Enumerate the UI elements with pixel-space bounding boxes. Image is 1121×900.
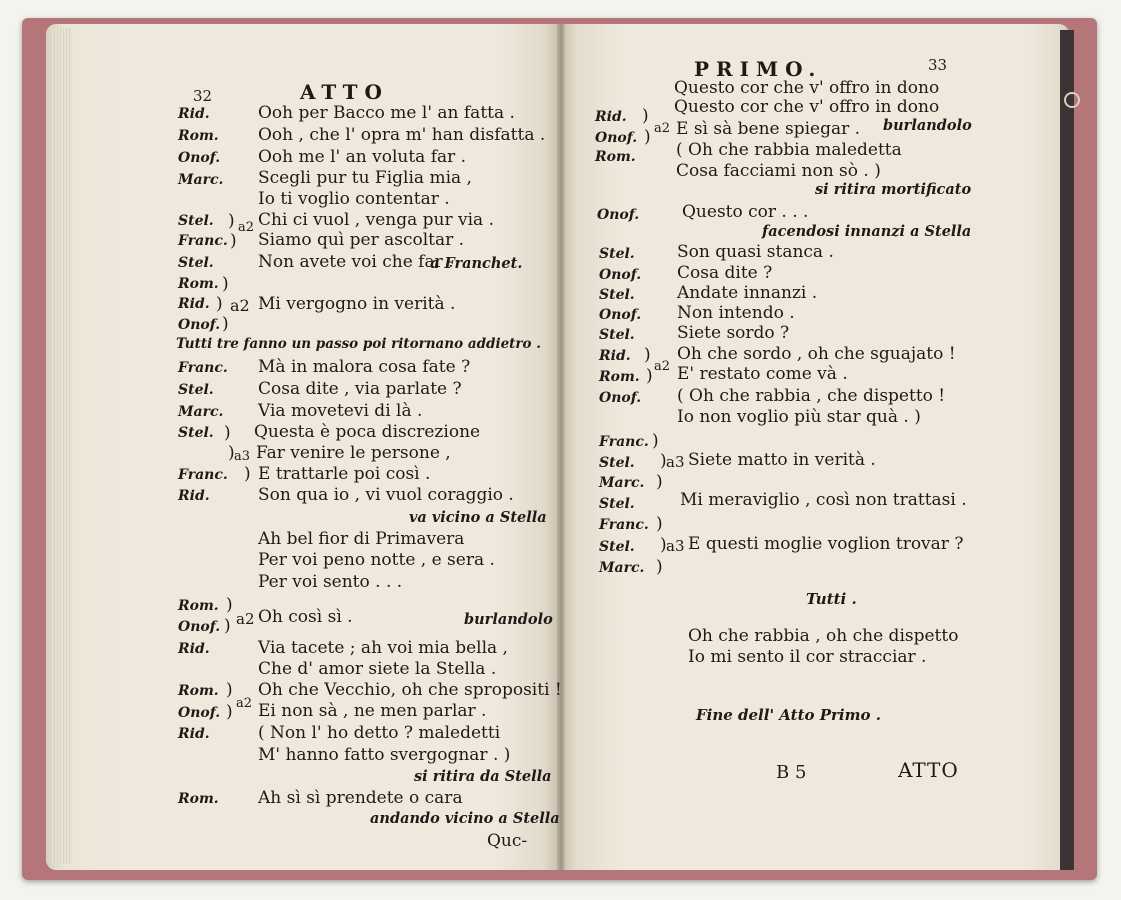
- verse-line: Cosa facciami non sò . ): [676, 161, 881, 181]
- stage-direction: Tutti tre fanno un passo poi ritornano addietro .: [176, 336, 541, 352]
- verse-line: Questo cor che v' offro in dono: [674, 78, 940, 98]
- speaker: Onof.: [595, 130, 638, 146]
- speaker: Onof.: [599, 390, 642, 406]
- page-number-right: 33: [928, 56, 948, 74]
- verse-line: ( Oh che rabbia maledetta: [676, 140, 902, 160]
- a2-mark: a2: [236, 696, 253, 711]
- catchword-right: ATTO: [898, 758, 959, 782]
- a2-mark: a2: [230, 296, 250, 315]
- speaker: Rom.: [178, 598, 219, 614]
- verse-line: Via tacete ; ah voi mia bella ,: [258, 638, 508, 658]
- speaker: Stel.: [178, 382, 214, 398]
- verse-line: Scegli pur tu Figlia mia ,: [258, 168, 472, 188]
- speaker: Onof.: [178, 150, 221, 166]
- speaker: Rid.: [178, 106, 210, 122]
- speaker: Rom.: [178, 128, 219, 144]
- stage-direction: si ritira da Stella: [414, 768, 552, 785]
- verse-line: Son qua io , vi vuol coraggio .: [258, 485, 514, 505]
- catchword-left: Quc-: [487, 831, 528, 851]
- speaker: Marc.: [178, 172, 224, 188]
- verse-line: E' restato come và .: [677, 364, 848, 384]
- speaker: Stel.: [599, 327, 635, 343]
- speaker: Rom.: [178, 683, 219, 699]
- stage-direction: si ritira mortificato: [815, 181, 972, 198]
- speaker: Rom.: [178, 791, 219, 807]
- verse-line: Oh che sordo , oh che sguajato !: [677, 344, 956, 364]
- signature-mark: B 5: [776, 762, 807, 783]
- speaker: Stel.: [178, 425, 214, 441]
- a2-mark: a3: [666, 537, 685, 555]
- page-number-left: 32: [193, 87, 213, 105]
- running-header-left: ATTO: [300, 80, 389, 104]
- verse-line: Io ti voglio contentar .: [258, 189, 450, 209]
- verse-line: Ooh me l' an voluta far .: [258, 147, 467, 167]
- speaker: Stel.: [178, 213, 214, 229]
- verse-line: Ei non sà , ne men parlar .: [258, 701, 487, 721]
- speaker: Marc.: [599, 560, 645, 576]
- speaker: Stel.: [599, 246, 635, 262]
- speaker: Rom.: [178, 276, 219, 292]
- speaker: Stel.: [599, 539, 635, 555]
- speaker: Marc.: [178, 404, 224, 420]
- verse-line: Ooh , che l' opra m' han disfatta .: [258, 125, 546, 145]
- speaker: Rid.: [595, 109, 627, 125]
- verse-line: Cosa dite ?: [677, 263, 773, 283]
- verse-line: ( Oh che rabbia , che dispetto !: [677, 386, 946, 406]
- verse-line: Via movetevi di là .: [258, 401, 423, 421]
- verse-line: E trattarle poi così .: [258, 464, 431, 484]
- verse-line: Andate innanzi .: [677, 283, 818, 303]
- stage-direction: burlandolo: [883, 117, 972, 134]
- verse-line: ( Non l' ho detto ? maledetti: [258, 723, 501, 743]
- verse-line: E sì sà bene spiegar .: [676, 119, 861, 139]
- verse-line: Son quasi stanca .: [677, 242, 834, 262]
- speaker: Onof.: [178, 619, 221, 635]
- verse-line: Chi ci vuol , venga pur via .: [258, 210, 494, 230]
- speaker: Stel.: [599, 287, 635, 303]
- speaker: Rom.: [599, 369, 640, 385]
- speaker: Onof.: [599, 307, 642, 323]
- verse-line: Siete sordo ?: [677, 323, 790, 343]
- verse-line: Questa è poca discrezione: [254, 422, 481, 442]
- a2-mark: a2: [236, 610, 255, 628]
- verse-line: Ah bel fior di Primavera: [258, 529, 465, 549]
- speaker: Rid.: [599, 348, 631, 364]
- stage-direction: facendosi innanzi a Stella: [762, 223, 972, 240]
- speaker: Marc.: [599, 475, 645, 491]
- speaker: Stel.: [178, 255, 214, 271]
- verse-line: M' hanno fatto svergognar . ): [258, 745, 511, 765]
- speaker: Rid.: [178, 726, 210, 742]
- verse-line: Mà in malora cosa fate ?: [258, 357, 471, 377]
- speaker: Onof.: [178, 317, 221, 333]
- speaker: Rid.: [178, 641, 210, 657]
- verse-line: Non avete voi che far .: [258, 252, 454, 272]
- binding-thread: [1064, 92, 1080, 108]
- chorus-line: Oh che rabbia , oh che dispetto: [688, 626, 959, 646]
- speaker: Stel.: [599, 455, 635, 471]
- book-gutter: [557, 24, 565, 870]
- stage-direction: burlandolo: [464, 611, 553, 628]
- act-end-note: Fine dell' Atto Primo .: [696, 706, 881, 724]
- stage-direction: a Franchet.: [430, 255, 523, 272]
- speaker: Franc.: [599, 434, 649, 450]
- speaker: Onof.: [597, 207, 640, 223]
- speaker: Franc.: [178, 360, 228, 376]
- a2-mark: a3: [234, 449, 251, 464]
- speaker: Rom.: [595, 149, 636, 165]
- verse-line: Questo cor . . .: [682, 202, 809, 222]
- verse-line: Per voi sento . . .: [258, 572, 403, 592]
- speaker: Onof.: [599, 267, 642, 283]
- tutti-heading: Tutti .: [806, 590, 857, 608]
- speaker: Rid.: [178, 296, 210, 312]
- stage-direction: va vicino a Stella: [409, 509, 547, 526]
- verse-line: E questi moglie voglion trovar ?: [688, 534, 964, 554]
- verse-line: Questo cor che v' offro in dono: [674, 97, 940, 117]
- verse-line: Siamo quì per ascoltar .: [258, 230, 465, 250]
- speaker: Franc.: [178, 233, 228, 249]
- a2-mark: a2: [238, 220, 255, 235]
- stage-direction: andando vicino a Stella: [370, 810, 560, 827]
- verse-line: Siete matto in verità .: [688, 450, 876, 470]
- verse-line: Ooh per Bacco me l' an fatta .: [258, 103, 515, 123]
- verse-line: Mi vergogno in verità .: [258, 294, 456, 314]
- verse-line: Che d' amor siete la Stella .: [258, 659, 497, 679]
- speaker: Franc.: [599, 517, 649, 533]
- speaker: Onof.: [178, 705, 221, 721]
- speaker: Franc.: [178, 467, 228, 483]
- speaker: Rid.: [178, 488, 210, 504]
- verse-line: Io non voglio più star quà . ): [677, 407, 921, 427]
- page-edges: [52, 28, 72, 864]
- verse-line: Far venire le persone ,: [256, 443, 451, 463]
- chorus-line: Io mi sento il cor stracciar .: [688, 647, 927, 667]
- verse-line: Per voi peno notte , e sera .: [258, 550, 495, 570]
- verse-line: Ah sì sì prendete o cara: [258, 788, 463, 808]
- book-spine-edge: [1060, 30, 1074, 870]
- verse-line: Cosa dite , via parlate ?: [258, 379, 462, 399]
- verse-line: Oh così sì .: [258, 607, 353, 627]
- verse-line: Mi meraviglio , così non trattasi .: [680, 490, 967, 510]
- a2-mark: a2: [654, 121, 671, 136]
- verse-line: Non intendo .: [677, 303, 795, 323]
- a2-mark: a3: [666, 453, 685, 471]
- running-header-right: PRIMO.: [694, 57, 823, 81]
- speaker: Stel.: [599, 496, 635, 512]
- verse-line: Oh che Vecchio, oh che spropositi !: [258, 680, 562, 700]
- a2-mark: a2: [654, 359, 671, 374]
